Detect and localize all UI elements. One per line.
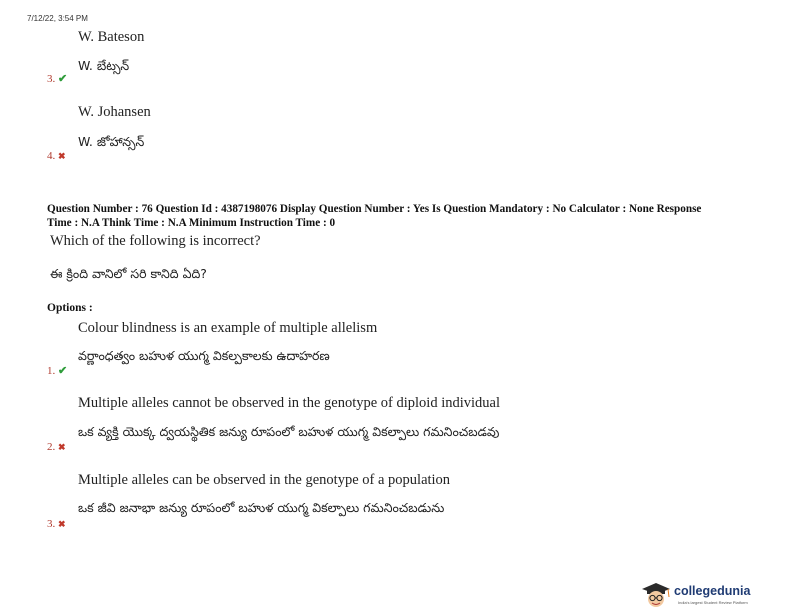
option-number: 2.	[47, 441, 56, 453]
option-1-english: Colour blindness is an example of multiple allelism	[78, 320, 378, 336]
student-mascot-icon	[640, 581, 672, 609]
question-meta-line-1: Question Number : 76 Question Id : 4387198076 Display Question Number : Yes Is Question Mandatory : No Calculator : None Response	[47, 203, 702, 215]
prev-option-4-telugu: W. జోహాన్సన్	[78, 134, 145, 149]
collegedunia-logo	[640, 581, 788, 609]
wrong-cross-icon: ✖	[58, 151, 66, 161]
option-number: 3.	[47, 518, 56, 530]
options-label: Options :	[47, 302, 93, 314]
option-3-english: Multiple alleles can be observed in the genotype of a population	[78, 472, 451, 488]
option-number: 4.	[47, 150, 56, 162]
wrong-cross-icon: ✖	[58, 442, 66, 452]
logo-tagline: India's largest Student Review Platform	[678, 600, 748, 605]
option-1-marker	[47, 364, 67, 377]
correct-check-icon: ✔	[58, 365, 68, 377]
option-1-telugu: వర్ణాంధత్వం బహుళ యుగ్మ వికల్పకాలకు ఉదాహరణ	[78, 348, 330, 363]
logo-wordmark: collegedunia	[674, 584, 751, 598]
option-2-marker	[47, 441, 66, 453]
print-timestamp: 7/12/22, 3:54 PM	[27, 14, 88, 23]
question-text-english: Which of the following is incorrect?	[50, 233, 261, 249]
prev-option-4-marker	[47, 150, 66, 162]
option-number: 3.	[47, 73, 56, 85]
option-3-marker	[47, 518, 66, 530]
option-2-telugu: ఒక వ్యక్తి యొక్క ద్వయస్థితిక జన్యు రూపంలో బహుళ యుగ్మ వికల్పాలు గమనించబడవు	[78, 424, 500, 439]
prev-option-3-english: W. Bateson	[78, 29, 145, 45]
prev-option-3-marker	[47, 72, 67, 85]
wrong-cross-icon: ✖	[58, 519, 66, 529]
question-meta-line-2: Time : N.A Think Time : N.A Minimum Instruction Time : 0	[47, 217, 336, 229]
prev-option-4-english: W. Johansen	[78, 104, 151, 120]
option-2-english: Multiple alleles cannot be observed in the genotype of diploid individual	[78, 395, 501, 411]
prev-option-3-telugu: W. బేట్సన్	[78, 58, 130, 73]
option-3-telugu: ఒక జీవి జనాభా జన్యు రూపంలో బహుళ యుగ్మ వికల్పాలు గమనించబడును	[78, 500, 445, 515]
option-number: 1.	[47, 365, 56, 377]
correct-check-icon: ✔	[58, 73, 68, 85]
question-text-telugu: ఈ క్రింది వానిలో సరి కానిది ఏది?	[50, 266, 207, 281]
